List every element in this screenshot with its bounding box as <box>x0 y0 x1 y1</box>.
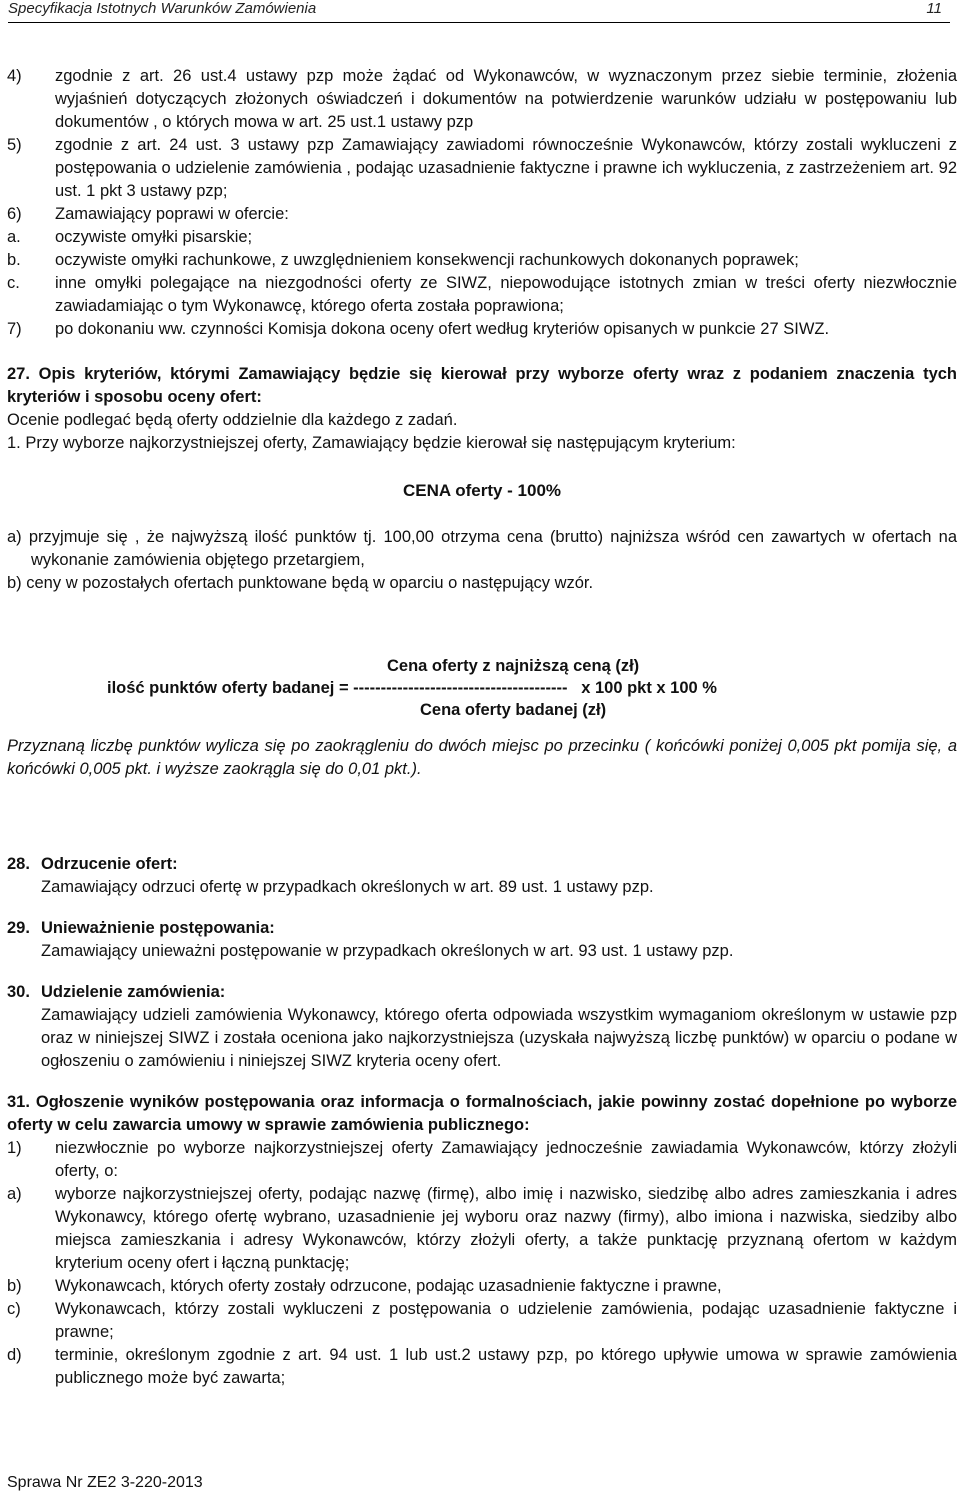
section-number: 30. <box>7 983 30 1001</box>
list-item-text: Wykonawcach, którzy zostali wykluczeni z postępowania o udzielenie zamówienia, podając uzasadnienie faktyczne i prawne; <box>55 1300 957 1341</box>
list-item-text: wyborze najkorzystniejszej oferty, podając nazwę (firmę), albo imię i nazwisko, siedzibę albo adres zamieszkania i adres Wykonawcy, którego ofertę wybrano, uzasadnienie jej wyboru oraz nazwy (firmy), albo imiona i nazwiska, siedziby albo miejsca zamieszkania i adresy Wykonawców, którzy złożyli oferty, a także punktację przyznaną ofertom w każdym kryterium oceny ofert i łączną punktację; <box>55 1185 957 1272</box>
section-number: 27. <box>7 365 30 383</box>
header-rule <box>8 22 950 23</box>
list-item-text: niezwłocznie po wyborze najkorzystniejszej oferty Zamawiający jednocześnie zawiadamia Wykonawców, którzy złożyli oferty, o: <box>55 1139 957 1180</box>
list-item <box>7 65 957 134</box>
list-item <box>7 1298 957 1344</box>
formula-main: ilość punktów oferty badanej = --------------------------------------- x 100 pkt x 100 % <box>107 679 717 697</box>
section-number: 31. <box>7 1093 30 1111</box>
page-footer: Sprawa Nr ZE2 3-220-2013 <box>7 1474 203 1491</box>
list-item-label: 6) <box>7 205 22 223</box>
point-a: a) przyjmuje się , że najwyższą ilość punktów tj. 100,00 otrzyma cena (brutto) najniższa wśród cen zawartych w ofertach na wykonanie zamówienia objętego przetargiem, <box>7 528 957 569</box>
list-item-label: c) <box>7 1300 21 1318</box>
list-item-label: 4) <box>7 67 22 85</box>
page-number: 11 <box>926 0 942 17</box>
formula-denominator: Cena oferty badanej (zł) <box>420 701 607 719</box>
list-item-label: 5) <box>7 136 22 154</box>
list-item-text: po dokonaniu ww. czynności Komisja dokona oceny ofert według kryteriów opisanych w punkcie 27 SIWZ. <box>55 320 830 338</box>
section-30-heading <box>7 981 957 1004</box>
section-title: Odrzucenie ofert: <box>41 855 178 873</box>
list-item-label: 7) <box>7 320 22 338</box>
section-29-heading <box>7 917 957 940</box>
sub-list-item-label: c. <box>7 274 20 292</box>
list-item-text: Wykonawcach, których oferty zostały odrzucone, podając uzasadnienie faktyczne i prawne, <box>55 1277 722 1295</box>
section-28-text: Zamawiający odrzuci ofertę w przypadkach określonych w art. 89 ust. 1 ustawy pzp. <box>41 878 654 896</box>
sub-list-item <box>7 226 957 249</box>
section-title: Ogłoszenie wyników postępowania oraz informacja o formalnościach, jakie powinny zostać dopełnione po wyborze oferty w celu zawarcia umowy w sprawie zamówienia publicznego: <box>7 1093 957 1134</box>
list-item <box>7 1183 957 1275</box>
list-item-label: b) <box>7 1277 22 1295</box>
rounding-note: Przyznaną liczbę punktów wylicza się po zaokrągleniu do dwóch miejsc po przecinku ( końcówki poniżej 0,005 pkt pomija się, a końcówki 0,005 pkt. i wyższe zaokrągla się do 0,01 pkt.). <box>7 737 957 778</box>
section-28-heading <box>7 853 957 876</box>
sub-list-item <box>7 272 957 318</box>
list-item-label: d) <box>7 1346 22 1364</box>
section-title: Opis kryteriów, którymi Zamawiający będzie się kierował przy wyborze oferty wraz z podaniem znaczenia tych kryteriów i sposobu oceny ofert: <box>7 365 958 406</box>
section-title: Udzielenie zamówienia: <box>41 983 226 1001</box>
section-number: 29. <box>7 919 30 937</box>
section-27-line1: Ocenie podlegać będą oferty oddzielnie dla każdego z zadań. <box>7 411 458 429</box>
formula-numerator: Cena oferty z najniższą ceną (zł) <box>387 657 640 675</box>
section-30-text: Zamawiający udzieli zamówienia Wykonawcy, którego oferta odpowiada wszystkim wymaganiom określonym w ustawie pzp oraz w niniejszej SIWZ i została oceniona jako najkorzystniejsza (uzyskała najwyższą liczbę punktów) w oparciu o podane w ogłoszeniu o zamówieniu i niniejszej SIWZ kryteria oceny ofert. <box>41 1006 957 1070</box>
list-item-label: a) <box>7 1185 22 1203</box>
point-b: b) ceny w pozostałych ofertach punktowane będą w oparciu o następujący wzór. <box>7 574 594 592</box>
list-item-text: zgodnie z art. 26 ust.4 ustawy pzp może żądać od Wykonawców, w wyznaczonym przez siebie terminie, złożenia wyjaśnień dotyczących złożonych oświadczeń i dokumentów na potwierdzenie warunków udziału w postępowaniu lub dokumentów , o których mowa w art. 25 ust.1 ustawy pzp <box>55 67 957 131</box>
list-item-label: 1) <box>7 1139 22 1157</box>
list-item <box>7 1275 957 1298</box>
section-number: 28. <box>7 855 30 873</box>
list-item-text: zgodnie z art. 24 ust. 3 ustawy pzp Zamawiający zawiadomi równocześnie Wykonawców, którzy zostali wykluczeni z postępowania o udzielenie zamówienia , podając uzasadnienie faktyczne i prawne ich wykluczenia, z zastrzeżeniem art. 92 ust. 1 pkt 3 ustawy pzp; <box>55 136 957 200</box>
sub-list-item-text: oczywiste omyłki pisarskie; <box>55 228 253 246</box>
section-27-line2: 1. Przy wyborze najkorzystniejszej oferty, Zamawiający będzie kierował się następującym kryterium: <box>7 434 736 452</box>
sub-list-item-label: b. <box>7 251 21 269</box>
sub-list-item <box>7 249 957 272</box>
section-title: Unieważnienie postępowania: <box>41 919 275 937</box>
sub-list-item-text: inne omyłki polegające na niezgodności oferty ze SIWZ, niepowodujące istotnych zmian w treści oferty niezwłocznie zawiadamiając o tym Wykonawcę, którego oferta została poprawiona; <box>55 274 957 315</box>
page-content <box>7 65 957 1390</box>
section-31-heading <box>7 1091 957 1137</box>
score-formula <box>7 655 957 721</box>
list-item <box>7 1344 957 1390</box>
list-item <box>7 318 957 341</box>
list-item <box>7 134 957 203</box>
page-header <box>8 0 950 26</box>
list-item <box>7 1137 957 1183</box>
list-item <box>7 203 957 226</box>
section-27-heading <box>7 363 957 409</box>
section-29-text: Zamawiający unieważni postępowanie w przypadkach określonych w art. 93 ust. 1 ustawy pzp. <box>41 942 734 960</box>
criterion-label: CENA oferty - 100% <box>402 481 562 500</box>
list-item-text: Zamawiający poprawi w ofercie: <box>55 205 289 223</box>
sub-list-item-label: a. <box>7 228 21 246</box>
header-title: Specyfikacja Istotnych Warunków Zamówienia <box>8 0 317 17</box>
sub-list-item-text: oczywiste omyłki rachunkowe, z uwzględnieniem konsekwencji rachunkowych dokonanych poprawek; <box>55 251 799 269</box>
list-item-text: terminie, określonym zgodnie z art. 94 ust. 1 lub ust.2 ustawy pzp, po którego upływie umowa w sprawie zamówienia publicznego może być zawarta; <box>55 1346 957 1387</box>
